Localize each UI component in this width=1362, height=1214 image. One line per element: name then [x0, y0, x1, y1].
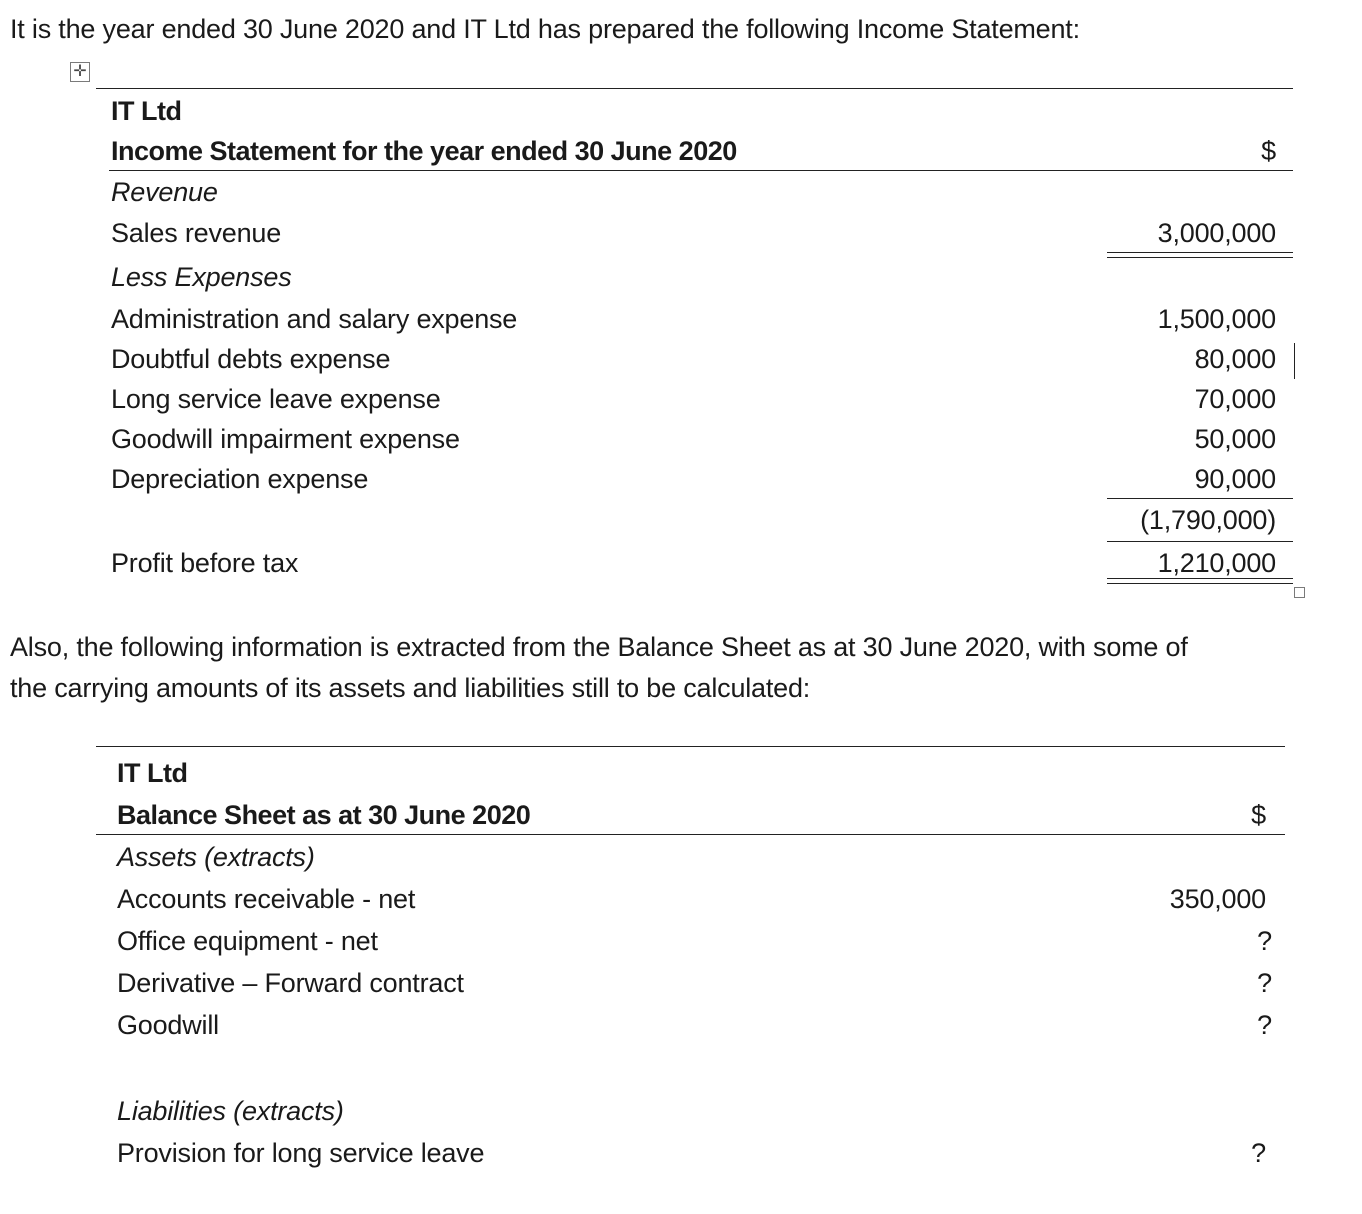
expense-value: 1,500,000: [1157, 304, 1276, 334]
resize-handle-icon[interactable]: [1294, 587, 1305, 598]
expense-value: 90,000: [1194, 464, 1276, 494]
asset-value: 350,000: [1169, 884, 1266, 914]
asset-label: Office equipment - net: [117, 926, 378, 956]
expense-label: Administration and salary expense: [111, 304, 518, 334]
expense-value: 80,000: [1194, 344, 1276, 374]
total-rule: [1107, 541, 1293, 542]
profit-value: 1,210,000: [1157, 548, 1276, 578]
expenses-heading: Less Expenses: [111, 262, 292, 292]
asset-label: Goodwill: [117, 1010, 219, 1040]
expense-label: Depreciation expense: [111, 464, 369, 494]
bs-title: Balance Sheet as at 30 June 2020: [117, 800, 531, 830]
is-title: Income Statement for the year ended 30 June 2020: [111, 136, 737, 166]
asset-value: ?: [1257, 968, 1272, 998]
bs-header-rule: [96, 834, 1285, 835]
profit-double-rule: [1107, 578, 1293, 584]
asset-value: ?: [1257, 1010, 1272, 1040]
sales-revenue-label: Sales revenue: [111, 218, 282, 248]
profit-label: Profit before tax: [111, 548, 299, 578]
text-cursor: [1294, 343, 1295, 379]
asset-value: ?: [1257, 926, 1272, 956]
table-top-rule: [96, 88, 1293, 89]
liability-value: ?: [1251, 1138, 1266, 1168]
expense-label: Long service leave expense: [111, 384, 441, 414]
expenses-subtotal-rule: [1107, 498, 1293, 499]
bs-currency: $: [1251, 800, 1266, 830]
liabilities-heading: Liabilities (extracts): [117, 1096, 344, 1126]
expense-label: Doubtful debts expense: [111, 344, 391, 374]
bs-company: IT Ltd: [117, 758, 188, 788]
is-company: IT Ltd: [111, 96, 182, 126]
asset-label: Derivative – Forward contract: [117, 968, 464, 998]
sales-revenue-value: 3,000,000: [1157, 218, 1276, 248]
sales-double-rule: [1107, 252, 1293, 258]
bs-top-rule: [96, 746, 1285, 747]
assets-heading: Assets (extracts): [117, 842, 315, 872]
is-currency: $: [1261, 136, 1276, 166]
revenue-heading: Revenue: [111, 177, 218, 207]
asset-label: Accounts receivable - net: [117, 884, 416, 914]
expense-value: 50,000: [1194, 424, 1276, 454]
balance-sheet-intro-line-1: Also, the following information is extracted from the Balance Sheet as at 30 June 2020, with some of: [10, 632, 1188, 662]
liability-label: Provision for long service leave: [117, 1138, 485, 1168]
header-rule: [109, 170, 1293, 171]
total-expenses-value: (1,790,000): [1140, 505, 1276, 535]
intro-text: It is the year ended 30 June 2020 and IT Ltd has prepared the following Income Statement:: [10, 14, 1080, 44]
expense-label: Goodwill impairment expense: [111, 424, 460, 454]
balance-sheet-intro-line-2: the carrying amounts of its assets and liabilities still to be calculated:: [10, 673, 811, 703]
move-icon[interactable]: ✛: [70, 62, 90, 82]
expense-value: 70,000: [1194, 384, 1276, 414]
